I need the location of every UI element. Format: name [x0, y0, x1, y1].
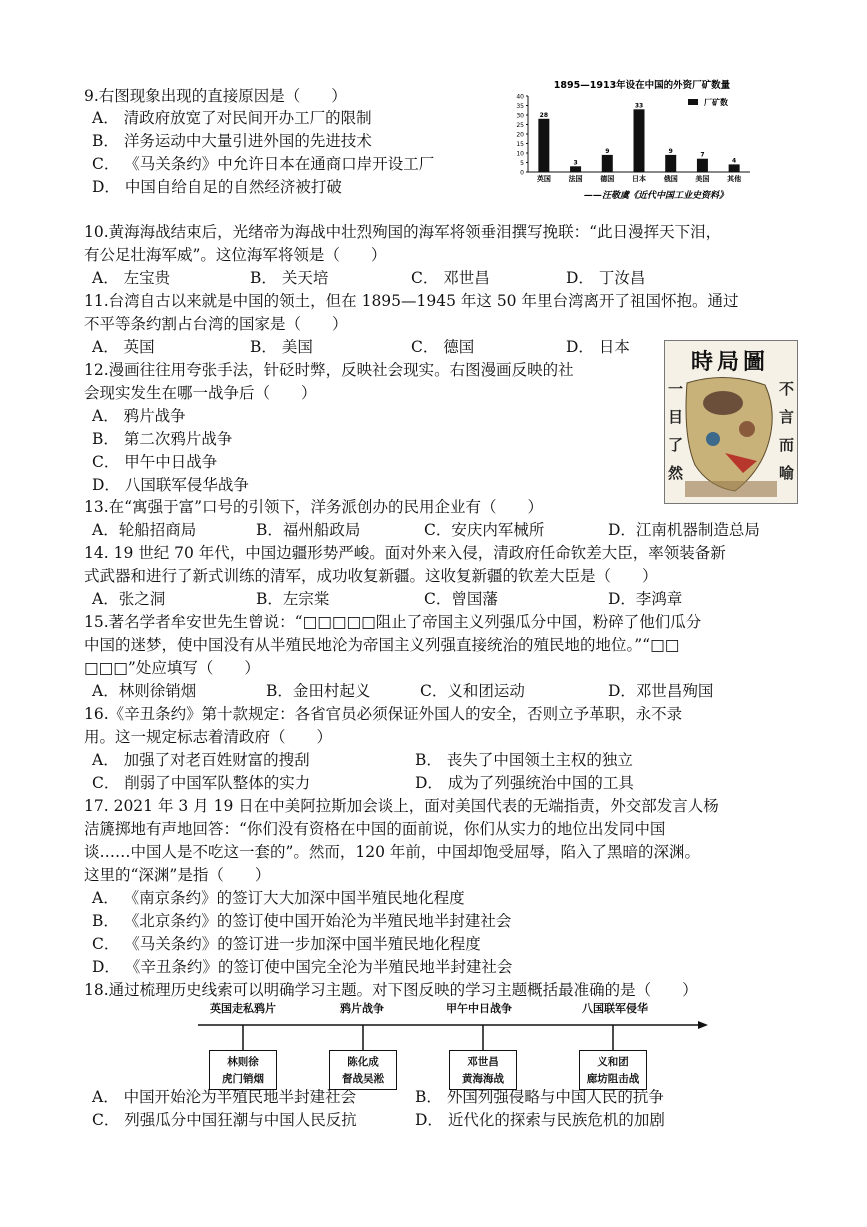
timeline-box-1: [209, 1050, 277, 1090]
q15-stem-1: 15.著名学者牟安世先生曾说：“□□□□□阻止了帝国主义列强瓜分中国，粉碎了他们瓜分: [84, 613, 702, 631]
q15-option-a: A．林则徐销烟: [92, 682, 197, 700]
bar-3: [602, 155, 613, 172]
bar-value-label: 33: [634, 102, 644, 110]
category-label: 英国: [536, 175, 551, 183]
q12-stem-1: 12.漫画往往用夸张手法，针砭时弊，反映社会现实。右图漫画反映的社: [84, 361, 574, 379]
y-tick-label: 20: [516, 131, 524, 139]
timeline-box-4-line-2: 廊坊阻击战: [586, 1073, 640, 1085]
bar-5: [665, 155, 676, 172]
cartoon-drawing: [665, 341, 797, 503]
factory-count-chart: [508, 76, 776, 204]
bear-figure: [703, 391, 743, 415]
timeline-box-3-line-1: 邓世昌: [467, 1056, 499, 1068]
q18-option-d: D． 近代化的探索与民族危机的加剧: [415, 1111, 665, 1129]
category-label: 德国: [600, 175, 615, 183]
timeline-box-4: [579, 1050, 647, 1090]
q15-stem-2: 中国的迷梦，使中国没有从半殖民地沦为帝国主义列强直接统治的殖民地的地位。”“□□: [84, 636, 680, 654]
q17-option-c: C． 《马关条约》的签订进一步加深中国半殖民地化程度: [92, 935, 481, 953]
q12-option-b: B． 第二次鸦片战争: [92, 430, 233, 448]
y-tick-label: 40: [516, 93, 524, 101]
bar-value-label: 28: [539, 111, 549, 119]
q17-option-b: B． 《北京条约》的签订使中国开始沦为半殖民地半封建社会: [92, 912, 512, 930]
bar-6: [697, 159, 708, 172]
q9-option-b: B． 洋务运动中大量引进外国的先进技术: [92, 132, 372, 150]
category-label: 其他: [727, 175, 742, 183]
timeline-box-3: [449, 1050, 517, 1090]
q14-option-a: A．张之洞: [92, 590, 166, 608]
ground-strip: [685, 481, 777, 497]
bar-value-label: 9: [668, 147, 673, 155]
bar-value-label: 9: [605, 147, 610, 155]
q15-option-c: C．义和团运动: [420, 682, 525, 700]
timeline-box-2-line-2: 督战吴淞: [342, 1073, 384, 1085]
cartoon-left-char-1: 一: [668, 380, 684, 398]
q10-stem-1: 10.黄海海战结束后，光绪帝为海战中壮烈殉国的海军将领垂泪撰写挽联：“此日漫挥天下泪，: [84, 223, 722, 241]
q13-option-d: D．江南机器制造总局: [608, 521, 760, 539]
q11-stem-2: 不平等条约割占台湾的国家是（ ）: [84, 315, 348, 333]
timeline-label-3: 甲午中日战争: [446, 1002, 512, 1015]
chart-title: 1895—1913年设在中国的外资厂矿数量: [553, 80, 731, 91]
y-tick-label: 35: [516, 103, 524, 110]
q14-stem-1: 14. 19 世纪 70 年代，中国边疆形势严峻。面对外来入侵，清政府任命钦差大臣，率领装备新: [84, 544, 726, 562]
q12-stem-2: 会现实发生在哪一战争后（ ）: [84, 384, 317, 402]
q12-option-c: C． 甲午中日战争: [92, 453, 218, 471]
y-tick-label: 15: [516, 141, 524, 148]
q11-option-a: A． 英国: [92, 338, 155, 356]
q11-option-c: C． 德国: [411, 338, 475, 356]
legend-swatch: [688, 99, 698, 105]
q18-option-a: A． 中国开始沦为半殖民地半封建社会: [92, 1088, 357, 1106]
q16-stem-1: 16.《辛丑条约》第十款规定：各省官员必须保证外国人的安全，否则立予革职，永不录: [84, 705, 683, 723]
q11-option-b: B． 美国: [250, 338, 313, 356]
q12-option-d: D． 八国联军侵华战争: [92, 476, 249, 494]
q9-option-a: A． 清政府放宽了对民间开办工厂的限制: [92, 109, 372, 127]
q10-option-b: B． 关天培: [250, 269, 329, 287]
q18-option-b: B． 外国列强侵略与中国人民的抗争: [415, 1088, 664, 1106]
timeline-box-2-line-1: 陈化成: [347, 1056, 379, 1068]
chart-legend: 厂矿数: [704, 98, 728, 107]
q9-stem: 9.右图现象出现的直接原因是（ ）: [84, 87, 347, 105]
q18-option-c: C． 列强瓜分中国狂潮与中国人民反抗: [92, 1111, 357, 1129]
bar-2: [570, 166, 581, 172]
cartoon-left-char-4: 然: [668, 464, 684, 482]
q10-option-a: A． 左宝贵: [92, 269, 171, 287]
y-tick-label: 10: [516, 150, 524, 158]
y-tick-label: 30: [516, 112, 524, 120]
q17-stem-2: 洁篪掷地有声地回答：“你们没有资格在中国的面前说，你们从实力的地位出发同中国: [84, 820, 666, 838]
y-ticks-group: [516, 94, 528, 177]
q13-option-b: B．福州船政局: [256, 521, 361, 539]
q16-stem-2: 用。这一规定标志着清政府（ ）: [84, 728, 333, 746]
y-tick-label: 0: [520, 169, 524, 177]
chart-source: ——汪敬虞《近代中国工业史资料》: [583, 191, 729, 201]
q13-option-c: C．安庆内军械所: [424, 521, 545, 539]
q16-option-a: A． 加强了对老百姓财富的搜刮: [92, 751, 310, 769]
bar-7: [729, 164, 740, 172]
bar-1: [538, 119, 549, 172]
q13-stem: 13.在“寓强于富”口号的引领下，洋务派创办的民用企业有（ ）: [84, 498, 544, 516]
category-label: 法国: [568, 175, 583, 183]
cartoon-right-char-3: 而: [778, 436, 794, 454]
figure-1: [739, 421, 755, 437]
timeline-label-1: 英国走私鸦片: [210, 1002, 276, 1015]
cartoon-left-char-3: 了: [668, 436, 684, 454]
q10-option-c: C． 邓世昌: [411, 269, 490, 287]
q17-option-a: A． 《南京条约》的签订大大加深中国半殖民地化程度: [92, 889, 465, 907]
q18-stem: 18.通过梳理历史线索可以明确学习主题。对下图反映的学习主题概括最准确的是（ ）: [84, 981, 698, 999]
timeline-box-2: [329, 1050, 397, 1090]
bar-value-label: 4: [732, 157, 737, 165]
q14-option-c: C．曾国藩: [424, 590, 498, 608]
cartoon-right-char-1: 不: [778, 380, 794, 398]
q17-stem-3: 谈……中国人是不吃这一套的”。然而，120 年前，中国却饱受屈辱，陷入了黑暗的深渊。: [84, 843, 700, 861]
cartoon-title: 時局圖: [691, 349, 770, 375]
q16-option-c: C． 削弱了中国军队整体的实力: [92, 774, 311, 792]
q11-stem-1: 11.台湾自古以来就是中国的领土，但在 1895—1945 年这 50 年里台湾离开了祖国怀抱。通过: [84, 292, 739, 310]
q14-option-b: B．左宗棠: [256, 590, 330, 608]
bars-group: [537, 102, 741, 183]
cartoon-right-text: [779, 375, 794, 487]
bar-value-label: 7: [700, 151, 705, 159]
category-label: 日本: [632, 175, 646, 183]
q16-option-b: B． 丧失了中国领土主权的独立: [415, 751, 633, 769]
q11-option-d: D． 日本: [566, 338, 630, 356]
q15-option-b: B．金田村起义: [266, 682, 371, 700]
timeline-label-2: 鸦片战争: [340, 1002, 384, 1015]
y-tick-label: 25: [516, 122, 524, 129]
timeline-arrow: [698, 1021, 708, 1029]
y-tick-label: 5: [520, 160, 524, 167]
q10-option-d: D． 丁汝昌: [566, 269, 646, 287]
cartoon-left-text: [668, 375, 683, 487]
q14-option-d: D．李鸿章: [608, 590, 683, 608]
figure-2: [706, 432, 720, 446]
bar-value-label: 3: [573, 159, 578, 167]
timeline-box-3-line-2: 黄海海战: [462, 1073, 504, 1085]
cartoon-left-char-2: 目: [668, 408, 684, 426]
timeline-box-1-line-2: 虎门销烟: [222, 1073, 264, 1085]
cartoon-right-char-2: 言: [778, 408, 794, 426]
timeline-box-1-line-1: 林则徐: [227, 1056, 259, 1068]
q9-option-d: D． 中国自给自足的自然经济被打破: [92, 178, 342, 196]
shiju-cartoon: [664, 340, 798, 504]
q15-option-d: D．邓世昌殉国: [608, 682, 714, 700]
category-label: 俄国: [663, 175, 678, 183]
q14-stem-2: 式武器和进行了新式训练的清军，成功收复新疆。这收复新疆的钦差大臣是（ ）: [84, 567, 658, 585]
category-label: 美国: [695, 175, 710, 183]
q13-option-a: A．轮船招商局: [92, 521, 197, 539]
bar-4: [634, 109, 645, 172]
chart-svg: [508, 76, 776, 204]
q16-option-d: D． 成为了列强统治中国的工具: [415, 774, 634, 792]
q12-option-a: A． 鸦片战争: [92, 407, 186, 425]
cartoon-right-char-4: 喻: [778, 464, 794, 482]
q9-option-c: C． 《马关条约》中允许日本在通商口岸开设工厂: [92, 155, 435, 173]
q15-stem-3: □□□”处应填写（ ）: [84, 659, 260, 677]
q17-option-d: D． 《辛丑条约》的签订使中国完全沦为半殖民地半封建社会: [92, 958, 513, 976]
timeline-label-4: 八国联军侵华: [582, 1002, 648, 1015]
timeline-box-4-line-1: 义和团: [597, 1056, 629, 1068]
q17-stem-1: 17. 2021 年 3 月 19 日在中美阿拉斯加会谈上，面对美国代表的无端指责，外交部发言人杨: [84, 797, 719, 815]
q10-stem-2: 有公足壮海军威”。这位海军将领是（ ）: [84, 246, 387, 264]
q17-stem-4: 这里的“深渊”是指（ ）: [84, 866, 271, 884]
